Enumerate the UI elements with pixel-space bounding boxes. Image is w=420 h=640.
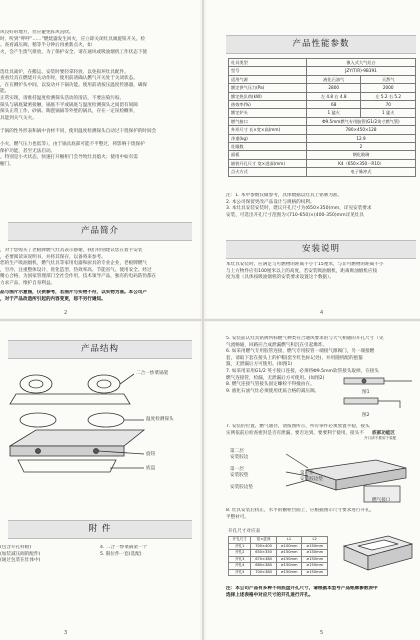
spec-row [229,143,416,151]
text-line: 具能到关气关火。 [0,115,37,121]
text-line: 时，听到“呼呼”……”燃烧器发生回火，应立即关闭灶具阀旋钮开关。检 [0,36,145,42]
cutout-cell: 670×380 [251,556,276,563]
text-line: 度为准（具体按吸油烟机的安装要求设置这个数据）。 [226,275,334,281]
spec-key: 外形尺寸 长×宽×高(mm) [229,126,307,134]
text-line: 气流畅通，回路应合成泄漏燃气积沉在引起爆炸。 [226,342,328,348]
spec-key: 燃气接口 [229,117,307,125]
spec-key: 面板 [229,151,307,159]
diagram-label: 底部功能区 [372,431,395,436]
cutout-footnote [226,586,416,599]
spec-value: 左 5.2 右 5.2 [361,92,416,100]
spec-row [229,126,416,134]
part-label: 温度检测探头 [146,417,174,422]
cutout-cell: ≥150mm [302,550,328,557]
spec-key: 适用气源 [229,75,307,83]
text-line: 实例依前后检查密封是否有泄漏、要否达到、要要利于使用、接头不 [226,430,364,436]
cutout-cell: 680×380 [251,563,276,570]
table-title: 开孔尺寸对应表 [228,529,261,534]
section-title-install: 安装说明 [226,240,416,259]
text-line: 6. 如采用燃气专用胶管连接，燃气专用胶管一端接气源阀门，另一端接燃 [226,349,375,355]
spec-value: 天然气 [361,75,416,83]
spec-key: 净重(kg) [229,134,307,142]
text-line: 探头与锅底紧密接触，锅底不平或锅底与温度检测探头之间留有间隙 [0,102,138,108]
text-line [0,63,198,70]
diagram-label: 第二层 [230,449,244,454]
text-line: 注：1. 本中参数仅做参考，具体数据以灶具上铭牌为准。 [226,193,343,198]
cutout-size-table [228,536,328,576]
page-number: 5 [320,630,324,636]
diagram-label: 安装胶边垫 [300,477,323,482]
text-line: 探头正常工作，砂锅、陶瓷锅锅等外壁的锅具，存在一定误检概率， [0,109,138,115]
spec-value: K4（650×350－R10） [306,159,415,167]
disclaimer-text [0,290,198,303]
spec-value: 左 4.8 右 4.8 [306,92,361,100]
spec-key: 额定供气压力(Pa) [229,84,307,92]
figure-caption: 图1 [362,390,370,395]
spec-row [229,159,416,167]
text-line: ，空冷、注重整体设计、优化造型、热效率高、节能省气、使用安全、经过 [0,267,152,273]
cutout-row [229,569,328,576]
page-number: 4 [320,310,324,316]
page-number: 3 [64,630,68,636]
text-line: 4. 二合一炒菜锅架一个 [100,545,148,550]
spec-value: 电子脉冲式 [306,168,415,176]
cooktop-structure-diagram [6,364,196,484]
install-text [226,262,418,282]
intro-text [0,248,198,288]
page-number: 2 [64,310,68,316]
diagram-label: 安装胶边垫 [230,485,253,490]
cutout-cell: ≥150mm [302,569,328,576]
text-line: 2. 本公司保留更改产品设计与规格的权利。 [226,199,315,205]
text-line: 。查看减压阀，稍等半分钟后再重新点火，如 [0,43,92,49]
text-line: (包含开孔样板) [0,545,32,550]
text-line: 。特别是小火状态，快速打开橱柜门会导致灶具熄火；使用中如有需 [0,155,138,161]
cutout-cell: 开孔5 [229,569,251,576]
text-line: 于锅的性外形表和锅中食材不同，使用温度检测探头自动过干烧保护的时间会 [0,128,157,134]
install-steps-end [226,508,416,521]
spec-value: 2800 [306,84,361,92]
text-line: 7. 安装的位置、燃气通径，请按图所示，所有零件必须放置平稳，接头 [226,424,370,429]
text-line: 与上方物件应有100厘米以上的高度，若安装吸油烟机，距离吸油烟机应按 [226,268,378,274]
text-line: 品与图片示意图，仅供参考，若图片与实物不符，以实物为准。本公司产 [0,290,148,295]
text-line: 精心合格，为国家管理部门全社会作用，技术领导产品，独有的电码防伪都在 [0,274,157,280]
cutout-cell: ≥150mm [302,543,328,550]
text-line: 3. 本灶具安装安装时，建议开孔尺寸为(650×350)mm，详见安装要求 [226,206,372,212]
text-line: 能。 [0,89,10,95]
diagram-label: 安装胶垫 [230,473,249,478]
text-line: 力求产品，维护自身利益。 [0,280,56,286]
spec-row [229,109,416,117]
text-line: 正常实现，请推持温度检测探头活动的清洁，不要沾染污垢。 [0,95,125,101]
text-line: 9. 液化石油气灶必须使用优质合格的减压阀。 [226,388,320,394]
part-label: 旋钮 [146,452,156,457]
spec-key: 型号 [229,67,307,75]
spec-row [229,75,416,83]
text-line: ，对于产品改造所引起的内容变更，恕不另行通知。 [0,296,106,302]
part-label: 二合一炒菜锅架 [136,371,169,376]
section-title-intro: 产品简介 [8,222,192,241]
spec-value: 12.9 [306,134,415,142]
spec-value: 70 [361,101,416,109]
accessories-right [100,545,198,558]
spec-key: 点火方式 [229,168,307,176]
spec-row [229,84,416,92]
spec-key: 额定炉头 [229,109,307,117]
gasket-install-diagram [256,446,416,506]
cutout-cell: ≥100mm [276,543,302,550]
spec-value: 68 [306,101,361,109]
text-line: ，必要阅读该说明书，并将其保存，以备将来参考。 [0,254,106,260]
cutout-cell: 700×400 [251,543,276,550]
text-line: 小火，燃气压力也低等），由于锅具底部可能不平整过，将影响干烧保护 [0,142,145,148]
spec-value: JZY/T/R)-9B391 [306,67,415,75]
accessories-left [0,545,90,565]
diagram-label: 燃气接口 [372,498,391,503]
cutout-cell: 开孔2 [229,550,251,557]
text-line: 套，请取下套在接头上的护帽(套至红色标记处)，并用随机配的抱箍 [226,355,363,361]
spec-row [229,67,416,75]
cutout-cell: ≥150mm [276,563,302,570]
cutout-cell: ≥150mm [276,556,302,563]
spec-value: 1 猛火 [361,109,416,117]
spec-row [229,92,416,100]
part-label: 底盘 [146,466,156,471]
cutout-cell: ≥150mm [276,550,302,557]
horizontal-fold [0,319,420,321]
spec-row [229,151,416,159]
text-line: 本灶具安装时，应满足与可燃物的距离不小于15厘米，与非可燃物的距离不小 [226,262,384,267]
safety-notes [0,30,198,168]
cutout-cell: 开孔3 [229,556,251,563]
cutout-cell: 开孔尺寸 [229,537,251,544]
section-title-accessories: 附 件 [8,520,192,539]
diagram-label: 安装胶边 [230,455,249,460]
text-line [0,56,198,63]
text-line: 查看灶具在燃烧开关动作时，使用前请确认燃气开关处于关闭状态。 [0,76,138,82]
cutout-cell: L2 [302,537,328,544]
spec-value: 2 [306,143,415,151]
cutout-cell: 650×350 [251,550,276,557]
spec-row [229,168,416,176]
text-line: 火，会产生废气排放，为了保护安全，请在通风或吸油烟机工作状态下使 [0,49,148,55]
spec-value: 2000 [361,84,416,92]
diagram-label: 第一步 [300,471,314,476]
text-line: (通过包装在灶体中) [0,558,41,564]
spec-value: Φ9.5mm燃气专用胶管(G1/2英寸燃气管) [306,117,415,125]
text-line: ，在在侧炉头中间，以发动并下锅功能。使用前请按压温度传感器，确保 [0,82,148,88]
cutout-cell: 宽×进深 [251,537,276,544]
section-title-specs: 产品性能参数 [226,35,416,54]
spec-value: 嵌入式大气灶台 [306,59,415,67]
spec-row [229,134,416,142]
section-title-structure: 产品结构 [8,340,192,359]
text-line: 8. 燃气连接气管接头固定螺栓不得撞由在。 [226,382,315,388]
text-line: ，对于您购买了老板牌燃气灶具表示感谢，我们特别建议您在着手安装 [0,248,143,253]
text-line: 安装，可选出开孔尺寸范围为:(710-650)×(400-350)mm详见灶具 [226,212,364,218]
cutout-cell: L1 [276,537,302,544]
cutout-cell: 开孔4 [229,563,251,570]
text-line: 选择上述表格中对应尺寸的开孔进行开孔。 [226,592,314,598]
spec-key: 灶具类型 [229,59,307,67]
spec-value: 1 猛火 [306,109,361,117]
text-line: 平整衬可。 [226,514,249,520]
cutout-cell: ≥150mm [302,563,328,570]
diagram-label: 开口请不要用于装配 [364,436,397,440]
text-line: 选灶具离炉，在搬运、安装时要轻拿轻放，以免损坏灶具配件。 [0,69,129,75]
spec-notes [226,193,418,219]
cutout-cell: ≥150mm [276,569,302,576]
hose-connection-diagram [340,368,416,414]
text-line: 您的生产吸油烟机，燃气灶具等家用电器和厨具的专业企业，老板牌燃气 [0,261,148,267]
spec-value: 钢化玻璃 [306,151,415,159]
spec-table [228,58,416,177]
text-line: 橱门。 [0,161,14,167]
spec-value: 780×450×128 [306,126,415,134]
text-line: 注：本公司产品有多种不同底盘开孔尺寸，请根据本型号产品铭牌参数表中 [226,586,378,591]
text-line [0,122,198,129]
diagram-label: 第一层 [230,467,244,472]
text-line: 5. 安装前认灶具铭牌所标燃气种类符合通风要求的与大气相通的开孔尺寸（见 [226,336,384,341]
spec-key: 灶眼数 [229,143,307,151]
figure-caption: 图2 [362,413,370,418]
text-line: 箍，无泄漏后方可使用。(如图1) [226,362,293,368]
text-line: 保护功能，甚至无法启动。 [0,148,56,154]
spec-key: 额定热负荷(kW) [229,92,307,100]
spec-row [229,117,416,125]
text-line: 8. 灶具安装后找正，水平的橱柜台面上，应根据图示尺寸要求进行开孔， [226,508,375,513]
spec-key: 嵌装开孔尺寸 宽×进深(mm) [229,159,307,167]
text-line: 燃气连接管，检漏，无泄漏后方可使用。(如图2) [226,375,325,381]
text-line: 7. 如采用采用G1/2 英寸接口连接，必须将Φ9.5mm软管接头取掉，在接头 [226,368,379,374]
spec-row [229,59,416,67]
cutout-cell: ≥150mm [302,556,328,563]
spec-row [229,101,416,109]
cutout-diagram [338,530,416,580]
text-line: 5. 限位件一套(选配) [100,551,142,557]
spec-key: 热效率(%) [229,101,307,109]
cutout-cell: 700×380 [251,569,276,576]
text-line: 风良好的地方，但应避免阵风直吹。 [0,30,74,35]
cutout-cell: 开孔1 [229,543,251,550]
text-line: (加装减压阀的配件) [0,551,41,557]
spec-value: 液化石油气 [306,75,361,83]
